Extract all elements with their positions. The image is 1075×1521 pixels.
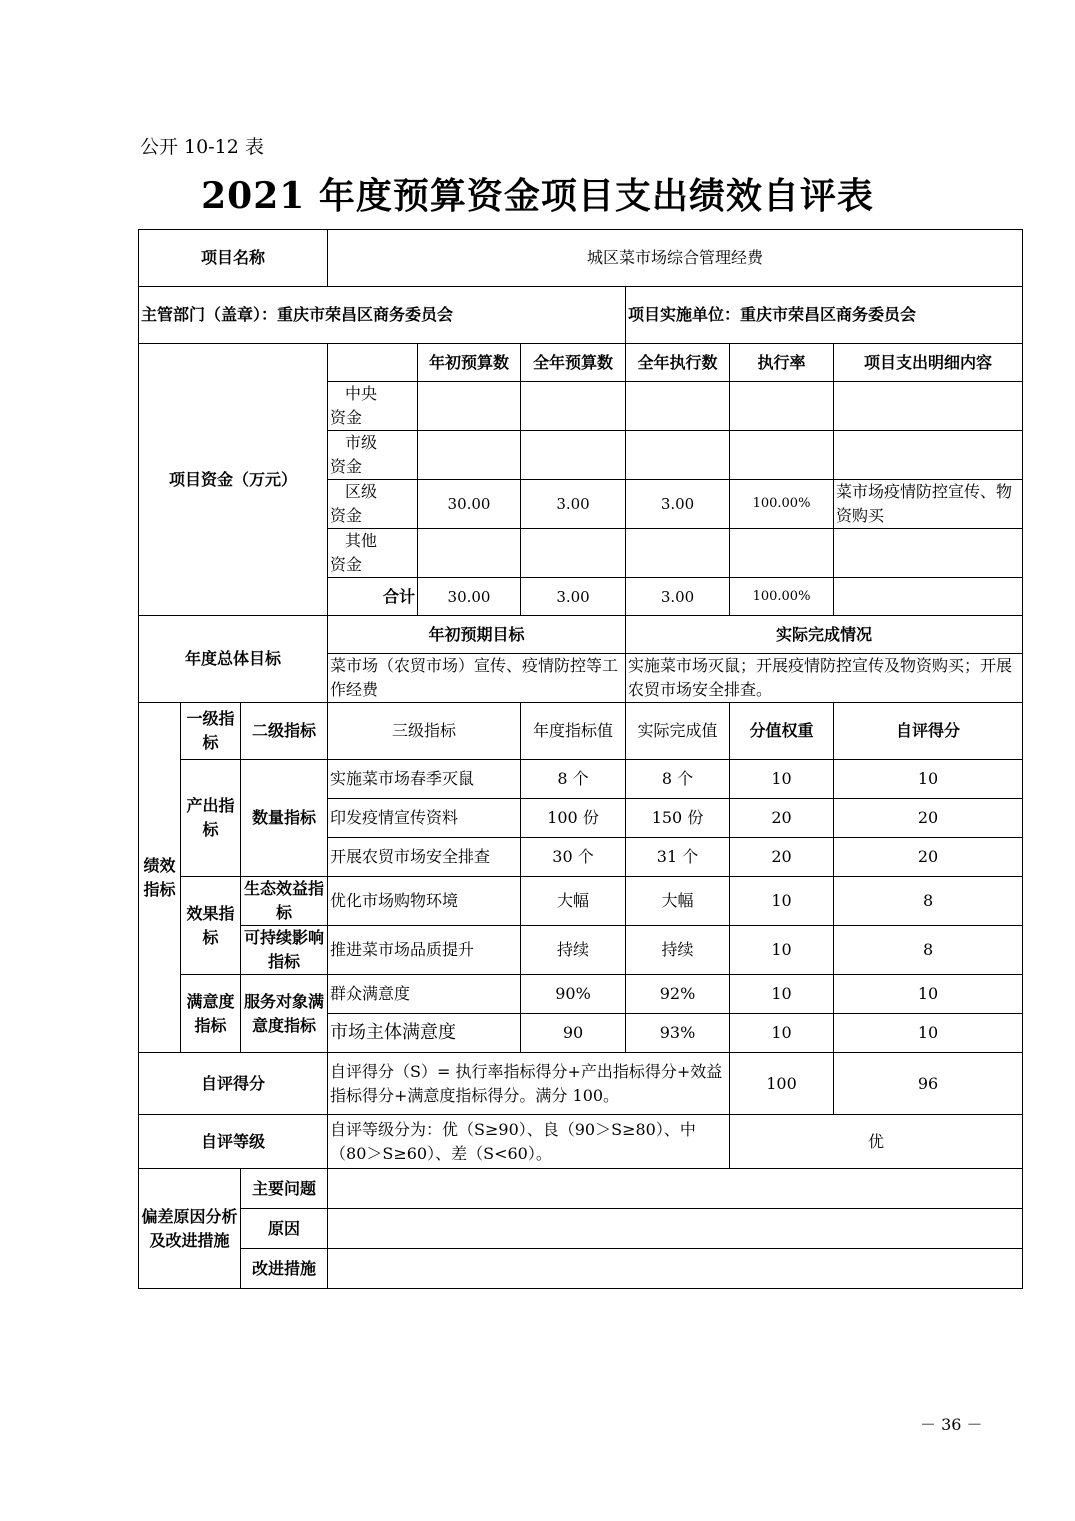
funds-cell xyxy=(626,431,730,480)
funds-label: 项目资金（万元） xyxy=(139,344,328,616)
indicator-weight: 10 xyxy=(730,877,834,926)
funds-cell xyxy=(521,529,626,578)
supervising-department: 主管部门（盖章）：重庆市荣昌区商务委员会 xyxy=(139,287,626,344)
indicator-score: 20 xyxy=(834,799,1023,838)
funds-cell: 3.00 xyxy=(626,480,730,529)
indicator-actual: 92% xyxy=(626,975,730,1014)
self-score-formula: 自评得分（S）= 执行率指标得分+产出指标得分+效益指标得分+满意度指标得分。满分 100。 xyxy=(328,1053,730,1115)
indicator-score: 20 xyxy=(834,838,1023,877)
goal-actual-header: 实际完成情况 xyxy=(626,616,1023,654)
funds-cell xyxy=(521,431,626,480)
funds-header-detail: 项目支出明细内容 xyxy=(834,344,1023,382)
deviation-label: 偏差原因分析及改进措施 xyxy=(139,1169,241,1289)
indicator-target: 8 个 xyxy=(521,760,626,799)
self-grade-desc: 自评等级分为：优（S≥90）、良（90＞S≥80）、中（80＞S≥60）、差（S<60）。 xyxy=(328,1115,730,1169)
funds-cell xyxy=(626,382,730,431)
form-code: 公开 10-12 表 xyxy=(140,136,264,158)
funds-cell xyxy=(418,382,521,431)
indicator-weight: 10 xyxy=(730,1014,834,1053)
funds-cell xyxy=(418,529,521,578)
indicator-name: 推进菜市场品质提升 xyxy=(328,926,521,975)
funds-total-label: 合计 xyxy=(328,578,418,616)
goal-label: 年度总体目标 xyxy=(139,616,328,703)
project-name-label: 项目名称 xyxy=(139,230,328,287)
funds-detail xyxy=(834,382,1023,431)
indicator-name: 实施菜市场春季灭鼠 xyxy=(328,760,521,799)
sustain-indicator-label: 可持续影响指标 xyxy=(241,926,328,975)
project-name-value: 城区菜市场综合管理经费 xyxy=(328,230,1023,287)
funds-header-blank xyxy=(328,344,418,382)
indicator-actual: 持续 xyxy=(626,926,730,975)
perf-label: 绩效指标 xyxy=(139,703,181,1053)
funds-total-detail xyxy=(834,578,1023,616)
funds-cell: 30.00 xyxy=(418,480,521,529)
funds-source-label: 区级 资金 xyxy=(328,480,418,529)
funds-detail xyxy=(834,431,1023,480)
output-indicator-label: 产出指标 xyxy=(181,760,241,877)
table-row xyxy=(139,975,1023,1014)
funds-detail: 菜市场疫情防控宣传、物资购买 xyxy=(834,480,1023,529)
indicator-actual: 150 份 xyxy=(626,799,730,838)
self-grade-value: 优 xyxy=(730,1115,1023,1169)
indicator-score: 8 xyxy=(834,877,1023,926)
funds-cell xyxy=(730,431,834,480)
main-problem-value xyxy=(328,1169,1023,1209)
indicator-name: 群众满意度 xyxy=(328,975,521,1014)
self-score-full: 100 xyxy=(730,1053,834,1115)
indicator-name: 开展农贸市场安全排查 xyxy=(328,838,521,877)
funds-source-label: 其他 资金 xyxy=(328,529,418,578)
indicator-actual: 93% xyxy=(626,1014,730,1053)
performance-evaluation-table xyxy=(138,229,1023,1289)
reason-value xyxy=(328,1209,1023,1249)
funds-source-label: 中央 资金 xyxy=(328,382,418,431)
goal-actual: 实施菜市场灭鼠；开展疫情防控宣传及物资购买；开展农贸市场安全排查。 xyxy=(626,654,1023,703)
indicator-score: 10 xyxy=(834,975,1023,1014)
indicator-name: 印发疫情宣传资料 xyxy=(328,799,521,838)
funds-cell xyxy=(730,529,834,578)
table-row xyxy=(139,760,1023,799)
indicator-weight: 10 xyxy=(730,975,834,1014)
self-grade-label: 自评等级 xyxy=(139,1115,328,1169)
self-score-label: 自评得分 xyxy=(139,1053,328,1115)
indicator-name: 市场主体满意度 xyxy=(328,1014,521,1053)
funds-total-init: 30.00 xyxy=(418,578,521,616)
indicator-score: 10 xyxy=(834,1014,1023,1053)
funds-header-init: 年初预算数 xyxy=(418,344,521,382)
page-title: 2021 年度预算资金项目支出绩效自评表 xyxy=(201,175,874,217)
improvement-label: 改进措施 xyxy=(241,1249,328,1289)
funds-source-label: 市级 资金 xyxy=(328,431,418,480)
perf-header-actual: 实际完成值 xyxy=(626,703,730,760)
indicator-target: 大幅 xyxy=(521,877,626,926)
perf-header-level1: 一级指标 xyxy=(181,703,241,760)
indicator-weight: 20 xyxy=(730,799,834,838)
implementing-unit: 项目实施单位：重庆市荣昌区商务委员会 xyxy=(626,287,1023,344)
indicator-target: 90% xyxy=(521,975,626,1014)
indicator-target: 持续 xyxy=(521,926,626,975)
eco-indicator-label: 生态效益指标 xyxy=(241,877,328,926)
indicator-actual: 8 个 xyxy=(626,760,730,799)
funds-cell: 100.00% xyxy=(730,480,834,529)
table-row xyxy=(139,877,1023,926)
goal-expected: 菜市场（农贸市场）宣传、疫情防控等工作经费 xyxy=(328,654,626,703)
perf-header-weight: 分值权重 xyxy=(730,703,834,760)
improvement-value xyxy=(328,1249,1023,1289)
funds-cell: 3.00 xyxy=(521,480,626,529)
satisfaction-indicator-label: 满意度指标 xyxy=(181,975,241,1053)
indicator-actual: 大幅 xyxy=(626,877,730,926)
funds-detail xyxy=(834,529,1023,578)
indicator-actual: 31 个 xyxy=(626,838,730,877)
funds-header-exec: 全年执行数 xyxy=(626,344,730,382)
perf-header-level3: 三级指标 xyxy=(328,703,521,760)
indicator-weight: 10 xyxy=(730,926,834,975)
indicator-target: 100 份 xyxy=(521,799,626,838)
funds-header-full: 全年预算数 xyxy=(521,344,626,382)
funds-cell xyxy=(418,431,521,480)
effect-indicator-label: 效果指标 xyxy=(181,877,241,975)
perf-header-level2: 二级指标 xyxy=(241,703,328,760)
indicator-target: 90 xyxy=(521,1014,626,1053)
service-satisfaction-label: 服务对象满意度指标 xyxy=(241,975,328,1053)
reason-label: 原因 xyxy=(241,1209,328,1249)
indicator-name: 优化市场购物环境 xyxy=(328,877,521,926)
funds-total-exec: 3.00 xyxy=(626,578,730,616)
perf-header-score: 自评得分 xyxy=(834,703,1023,760)
funds-cell xyxy=(730,382,834,431)
indicator-score: 10 xyxy=(834,760,1023,799)
self-score-value: 96 xyxy=(834,1053,1023,1115)
goal-expected-header: 年初预期目标 xyxy=(328,616,626,654)
funds-total-rate: 100.00% xyxy=(730,578,834,616)
quantity-indicator-label: 数量指标 xyxy=(241,760,328,877)
indicator-target: 30 个 xyxy=(521,838,626,877)
indicator-score: 8 xyxy=(834,926,1023,975)
page-number: － 36 － xyxy=(920,1415,983,1434)
indicator-weight: 10 xyxy=(730,760,834,799)
perf-header-target: 年度指标值 xyxy=(521,703,626,760)
funds-header-rate: 执行率 xyxy=(730,344,834,382)
funds-cell xyxy=(626,529,730,578)
table-row xyxy=(139,926,1023,975)
funds-cell xyxy=(521,382,626,431)
funds-total-full: 3.00 xyxy=(521,578,626,616)
indicator-weight: 20 xyxy=(730,838,834,877)
main-problem-label: 主要问题 xyxy=(241,1169,328,1209)
